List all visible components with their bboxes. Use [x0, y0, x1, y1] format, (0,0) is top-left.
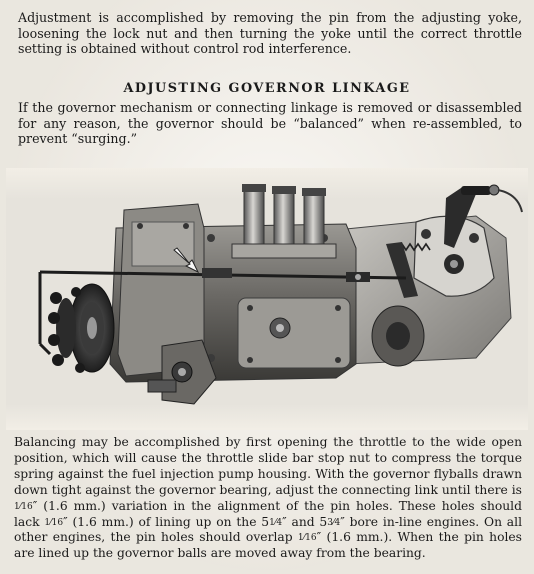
balancing-text-6: ″ (1.6 mm.). When the pin holes are lined up the governor balls are moved away from the bearing. [14, 530, 522, 561]
fraction-three-quarters: 3⁄4 [327, 517, 341, 528]
pump-illustration [6, 168, 528, 430]
balancing-paragraph [14, 435, 522, 562]
section-heading: ADJUSTING GOVERNOR LINKAGE [123, 81, 411, 96]
drive-gear [48, 284, 114, 373]
fraction-sixteenth-1: 1⁄16 [14, 501, 33, 512]
delivery-valve-holders [232, 184, 336, 258]
fraction-sixteenth-3: 1⁄16 [297, 533, 317, 544]
balancing-text-3: ″ (1.6 mm.) of lining up on the 5 [63, 514, 270, 529]
governor-paragraph: If the governor mechanism or connecting linkage is removed or disassembled for any reason, the governor should be “balanced” when re-assembled, to prevent “surging.” [18, 100, 522, 146]
balancing-text-4: ″ and 5 [282, 514, 328, 529]
fraction-sixteenth-2: 1⁄16 [44, 517, 64, 528]
balancing-text-5: ″ bore in-line engines. On all other engines, the pin holes should overlap [14, 514, 523, 545]
fuel-injection-pump-photo [6, 168, 528, 430]
balancing-text-2: ″ (1.6 mm.) variation in the alignment of the pin holes. These holes should lack [14, 498, 522, 529]
fraction-quarter: 1⁄4 [269, 517, 283, 528]
balancing-text-1: Balancing may be accomplished by first opening the throttle to the wide open position, which will cause the throttle slide bar stop nut to compress the torque spring against the fuel injection pump housing. With the governor flyballs drawn down tight against the governor bearing, adjust the connecting link until there is [14, 435, 522, 497]
outlet-fitting [372, 306, 424, 366]
intro-paragraph: Adjustment is accomplished by removing the pin from the adjusting yoke, loosening the lock nut and then turning the yoke until the correct throttle setting is obtained without control rod interference. [18, 10, 522, 56]
